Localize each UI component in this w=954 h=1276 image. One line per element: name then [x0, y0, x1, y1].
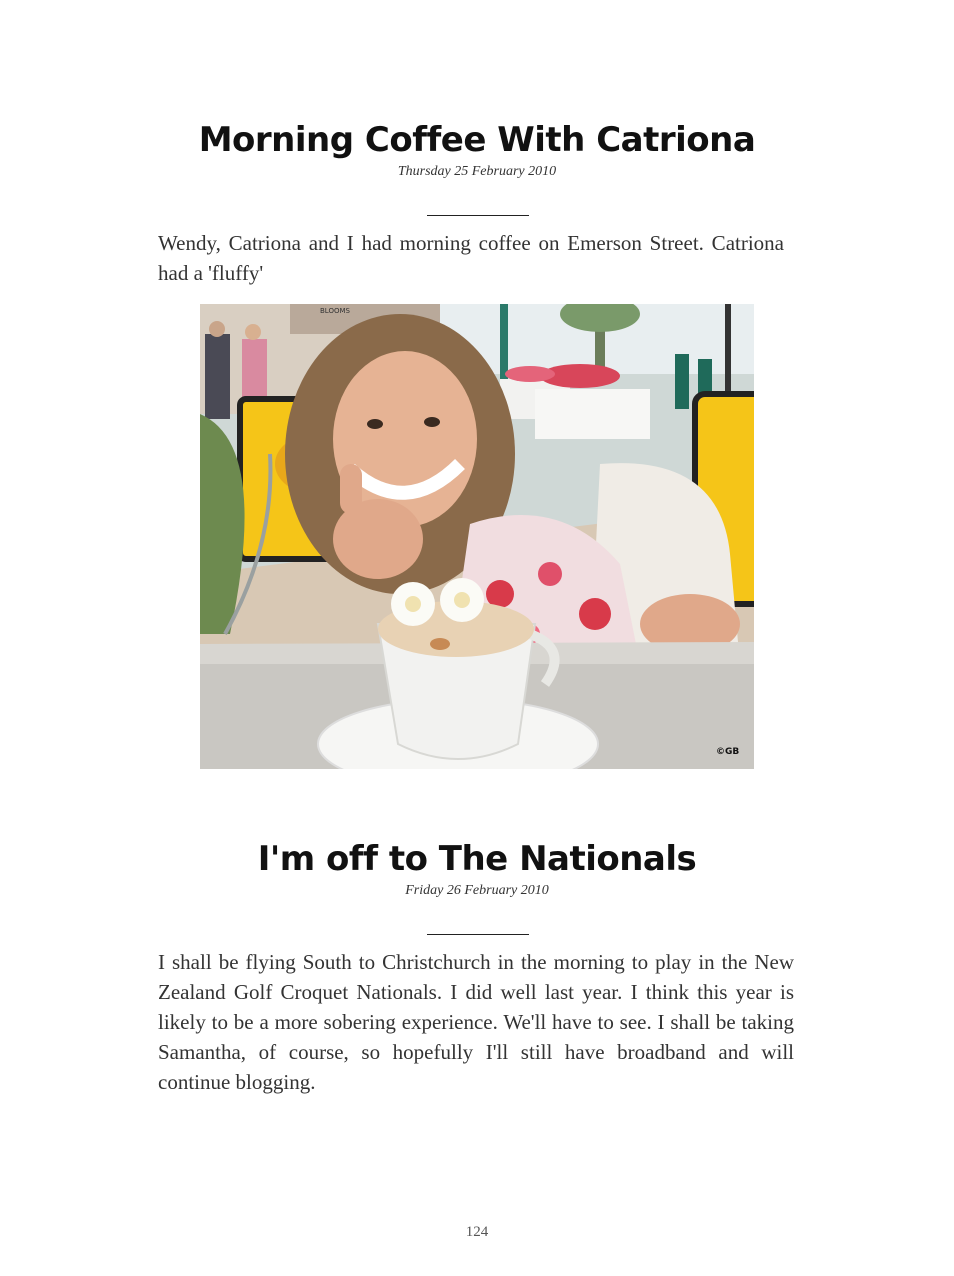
separator-rule: [427, 934, 529, 935]
post-title: I'm off to The Nationals: [257, 839, 697, 879]
post-date: Thursday 25 February 2010: [397, 164, 557, 179]
shop-sign: BLOOMS: [320, 307, 350, 315]
post-photo: [200, 304, 754, 769]
post-title: Morning Coffee With Catriona: [198, 120, 756, 160]
page-number: 124: [465, 1224, 489, 1240]
photo-watermark: ©GB: [716, 747, 740, 757]
post-body: I shall be flying South to Christchurch in the morning to play in the New Zealand Golf Croquet Nationals. I did well last year. I think this year is likely to be a more sobering experience. We'll have to see. I shall be taking Samantha, of course, so hopefully I'll still have broadband and will continue blogging.: [158, 950, 794, 1094]
post-date: Friday 26 February 2010: [405, 883, 549, 898]
post-body: Wendy, Catriona and I had morning coffee on Emerson Street. Catriona had a 'fluffy': [158, 231, 784, 285]
separator-rule: [427, 215, 529, 216]
